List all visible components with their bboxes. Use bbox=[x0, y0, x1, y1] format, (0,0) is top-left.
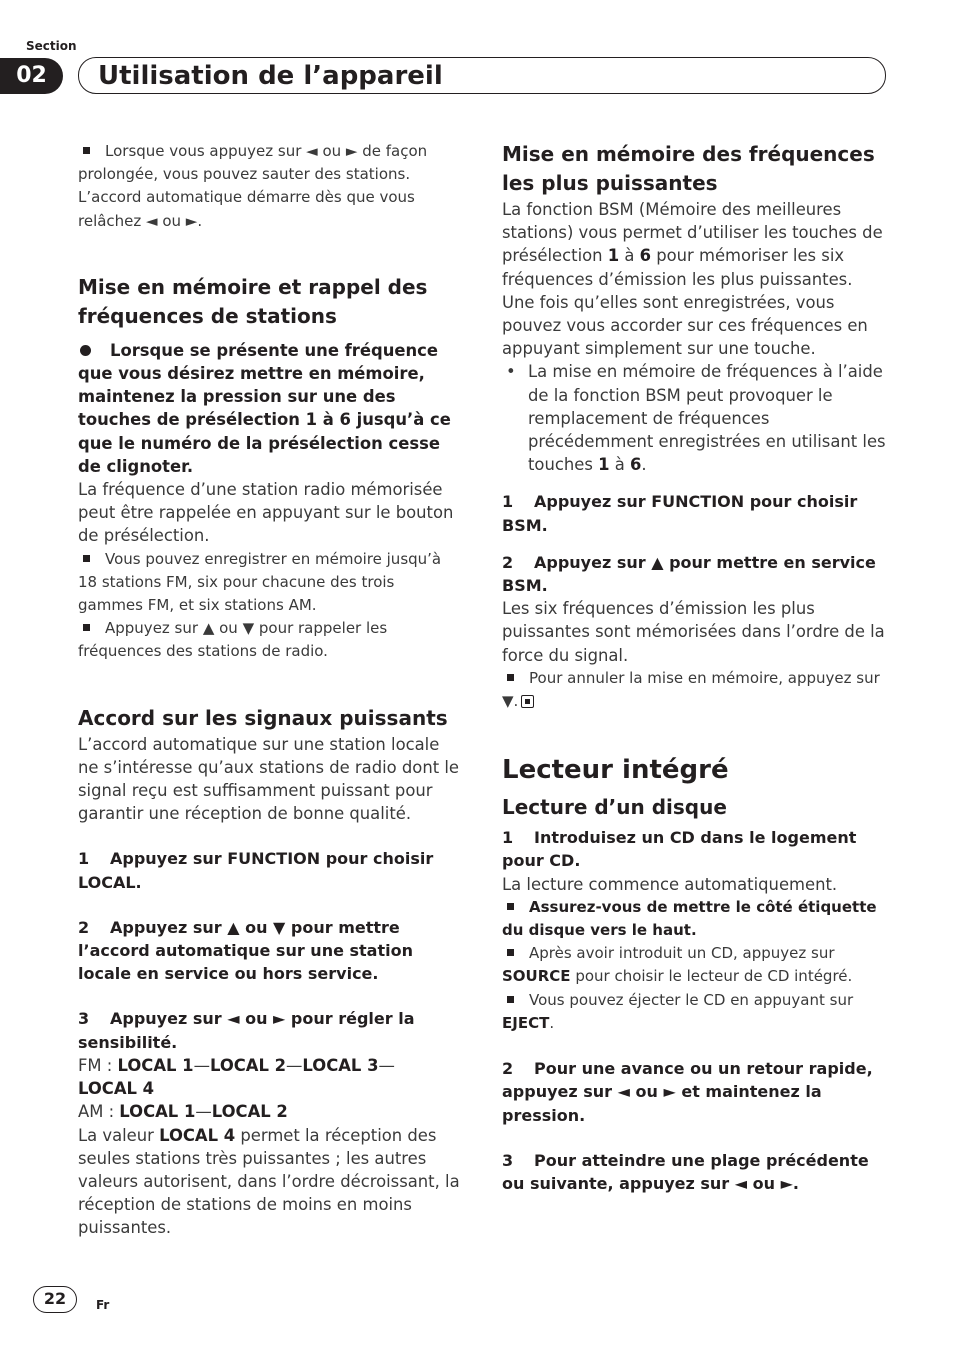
memory-instruction: Lorsque se présente une fréquence que vous désirez mettre en mémoire, maintenez la pression sur une des touches de présélection 1 à 6 jusqu’à ce que le numéro de la présélection cesse de clignoter. bbox=[78, 340, 451, 476]
intro-note: Lorsque vous appuyez sur ◄ ou ► de façon prolongée, vous pouvez sauter des stations. L’accord automatique démarre dès que vous relâchez ◄ ou ►. bbox=[78, 142, 428, 230]
stop-icon bbox=[521, 695, 534, 708]
language-label: Fr bbox=[96, 1298, 110, 1312]
local-value-text: La valeur LOCAL 4 permet la réception des seules stations très puissantes ; les autres valeurs autorisent, dans l’ordre décroissant, la réception de stations de moins en moins puissantes. bbox=[78, 1125, 460, 1238]
lecteur-section-title: Lecteur intégré bbox=[502, 755, 729, 786]
memory-note-2: Appuyez sur ▲ ou ▼ pour rappeler les fréquences des stations de radio. bbox=[78, 619, 388, 661]
local-step-3: 3 Appuyez sur ◄ ou ► pour régler la sensibilité. bbox=[78, 1009, 415, 1052]
square-bullet-icon bbox=[507, 674, 514, 681]
square-bullet-icon bbox=[507, 996, 514, 1003]
left-column bbox=[78, 140, 463, 1240]
local-section-title: Accord sur les signaux puissants bbox=[78, 705, 448, 730]
section-label: Section bbox=[26, 39, 77, 53]
bsm-step-2: 2 Appuyez sur ▲ pour mettre en service BSM. bbox=[502, 552, 876, 596]
disque-subsection-title: Lecture d’un disque bbox=[502, 795, 727, 820]
memory-text: La fréquence d’une station radio mémorisée peut être rappelée en appuyant sur le bouton de présélection. bbox=[78, 480, 454, 546]
cd-note-2: Après avoir introduit un CD, appuyez sur SOURCE pour choisir le lecteur de CD intégré. bbox=[502, 944, 853, 986]
right-column bbox=[502, 140, 890, 1195]
page-number: 22 bbox=[33, 1286, 77, 1313]
cd-note-3: Vous pouvez éjecter le CD en appuyant sur EJECT. bbox=[502, 990, 854, 1032]
local-step-2: 2 Appuyez sur ▲ ou ▼ pour mettre l’accord automatique sur une station locale en service ou hors service. bbox=[78, 917, 413, 984]
memory-note-1: Vous pouvez enregistrer en mémoire jusqu’à 18 stations FM, six pour chacune des trois gammes FM, et six stations AM. bbox=[78, 549, 442, 615]
page-title: Utilisation de l’appareil bbox=[98, 61, 443, 91]
square-bullet-icon bbox=[507, 903, 514, 910]
cd-text: La lecture commence automatiquement. bbox=[502, 874, 838, 894]
bsm-result: Les six fréquences d’émission les plus puissantes sont mémorisées dans l’ordre de la force du signal. bbox=[502, 599, 885, 665]
square-bullet-icon bbox=[83, 147, 90, 154]
bsm-note: Pour annuler la mise en mémoire, appuyez sur ▼. bbox=[502, 668, 880, 711]
memory-section-title: Mise en mémoire et rappel des fréquences de stations bbox=[78, 274, 428, 328]
cd-step-1: 1 Introduisez un CD dans le logement pour CD. bbox=[502, 828, 857, 871]
bsm-bullet: • La mise en mémoire de fréquences à l’aide de la fonction BSM peut provoquer le remplacement de fréquences précédemment enregistrées en utilisant les touches 1 à 6. bbox=[502, 360, 890, 476]
am-settings: AM : LOCAL 1—LOCAL 2 bbox=[78, 1102, 288, 1122]
square-bullet-icon bbox=[507, 949, 514, 956]
square-bullet-icon bbox=[83, 624, 90, 631]
bsm-text: La fonction BSM (Mémoire des meilleures stations) vous permet d’utiliser les touches de présélection 1 à 6 pour mémoriser les six fréquences d’émission les plus puissantes. Une fois qu’elles sont enregistrées, vous pouvez vous accorder sur ces fréquences en appuyant simplement sur une touche. bbox=[502, 200, 883, 359]
bsm-step-1: 1 Appuyez sur FUNCTION pour choisir BSM. bbox=[502, 492, 858, 535]
section-number: 02 bbox=[0, 58, 63, 94]
square-bullet-icon bbox=[83, 555, 90, 562]
local-step-1: 1 Appuyez sur FUNCTION pour choisir LOCAL. bbox=[78, 849, 434, 892]
cd-note-1: Assurez-vous de mettre le côté étiquette du disque vers le haut. bbox=[502, 897, 877, 940]
cd-step-3: 3 Pour atteindre une plage précédente ou suivante, appuyez sur ◄ ou ►. bbox=[502, 1150, 869, 1193]
bsm-section-title: Mise en mémoire des fréquences les plus puissantes bbox=[502, 142, 875, 195]
local-text: L’accord automatique sur une station locale ne s’intéresse qu’aux stations de radio dont le signal reçu est suffisamment puissant pour garantir une réception de bonne qualité. bbox=[78, 734, 459, 824]
fm-settings: FM : LOCAL 1—LOCAL 2—LOCAL 3— LOCAL 4 bbox=[78, 1055, 395, 1099]
round-bullet-icon bbox=[80, 345, 91, 356]
cd-step-2: 2 Pour une avance ou un retour rapide, appuyez sur ◄ ou ► et maintenez la pression. bbox=[502, 1059, 873, 1125]
